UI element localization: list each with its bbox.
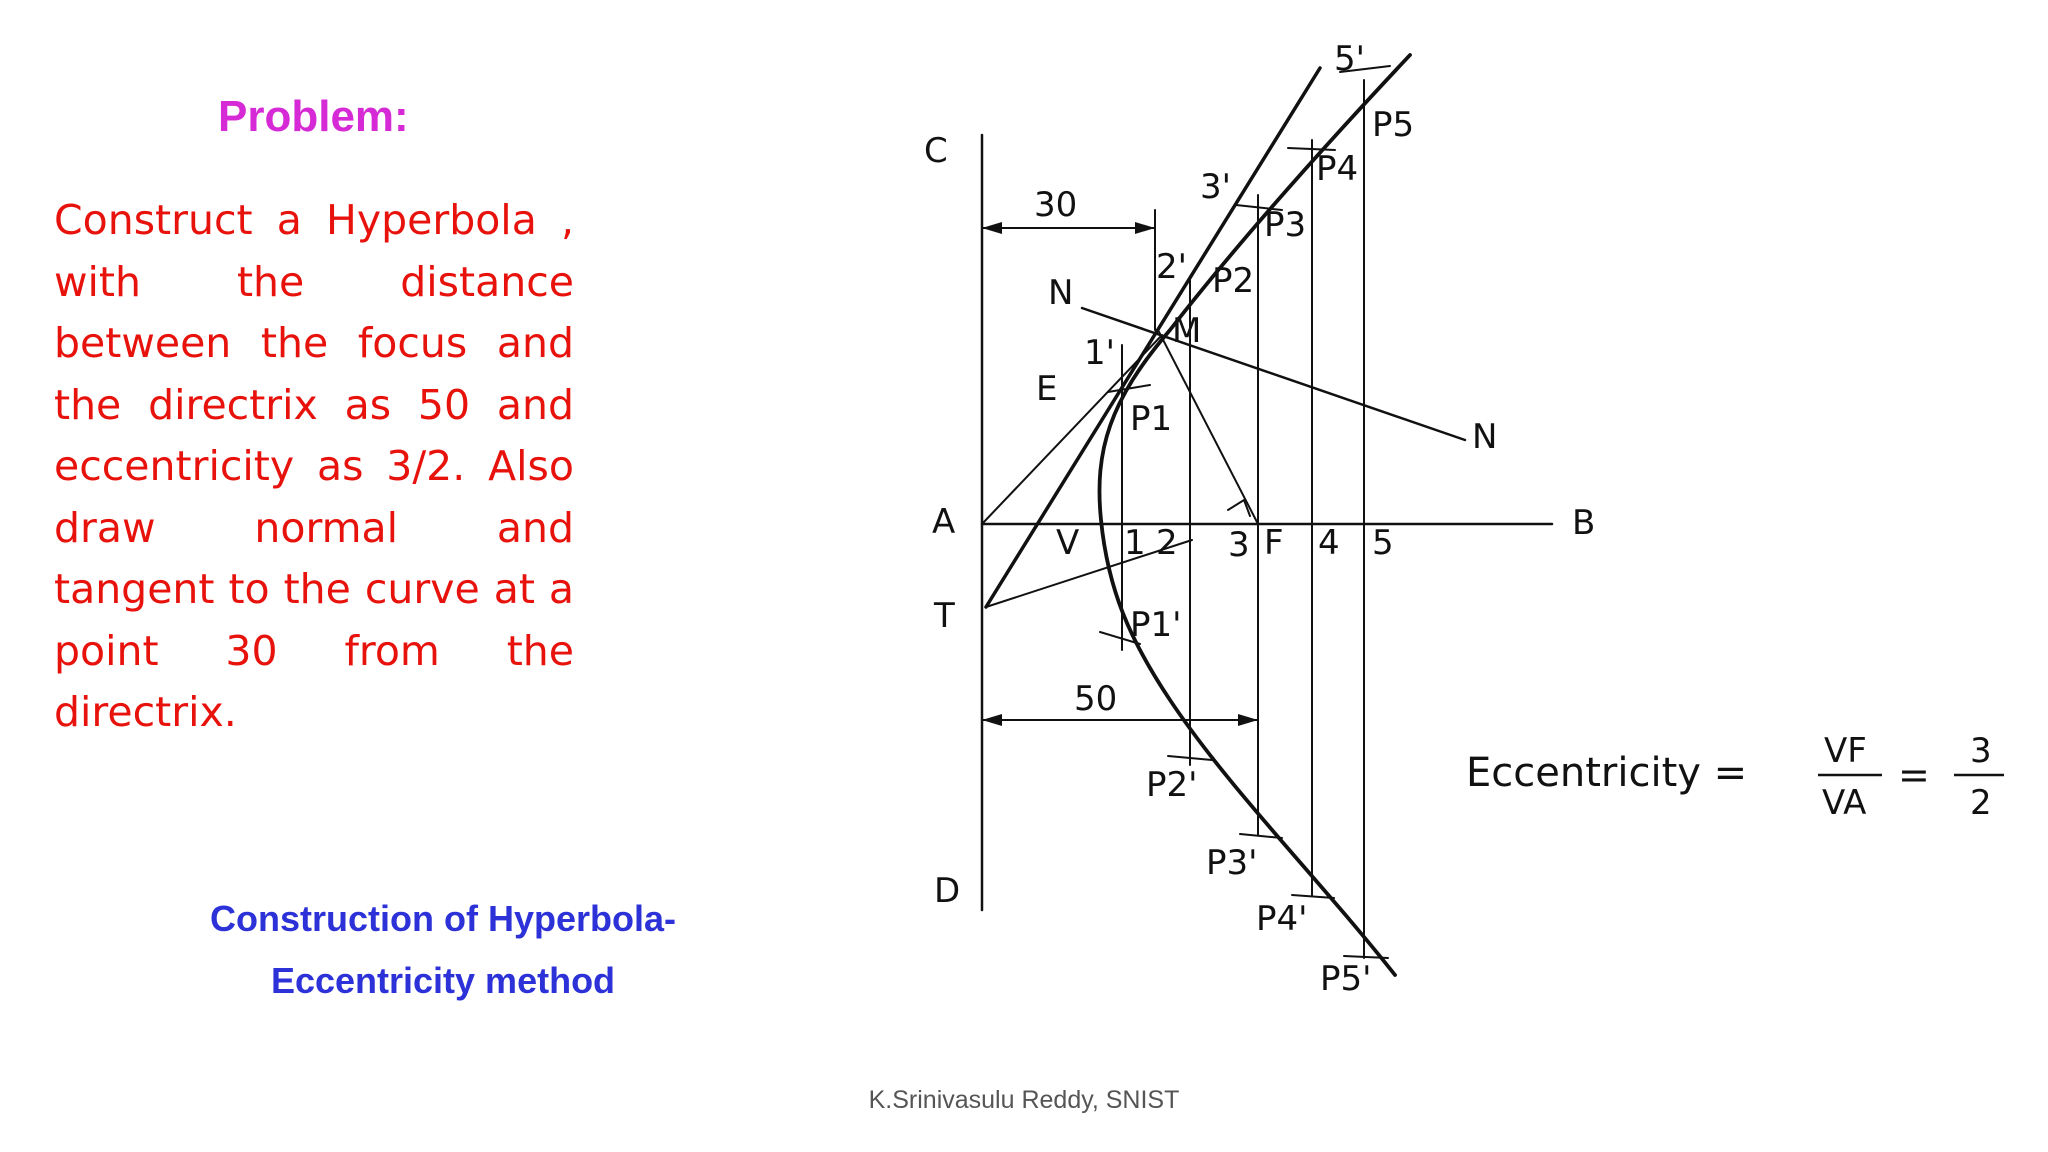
dimension-label-50: 50 xyxy=(1074,679,1118,719)
problem-line: directrix. xyxy=(54,688,237,736)
hyperbola-construction-drawing xyxy=(880,39,1596,1040)
construction-title-line-2: Eccentricity method xyxy=(270,960,616,1001)
label-p1-prime: P1' xyxy=(1130,605,1182,645)
problem-statement xyxy=(54,190,574,744)
label-2-prime: 2' xyxy=(1156,247,1187,287)
label-e: E xyxy=(1036,369,1058,409)
label-p2: P2 xyxy=(1212,261,1255,301)
problem-line: point 30 from the xyxy=(54,626,574,675)
label-5-prime: 5' xyxy=(1334,39,1365,79)
label-n-left: N xyxy=(1048,273,1074,313)
label-m: M xyxy=(1172,311,1202,351)
label-3-prime: 3' xyxy=(1200,167,1231,207)
dimension-label-30: 30 xyxy=(1034,185,1078,225)
problem-line: Construct a Hyperbola , xyxy=(54,196,574,244)
label-p4-prime: P4' xyxy=(1256,899,1308,939)
arrowhead xyxy=(1238,714,1258,726)
label-1-prime: 1' xyxy=(1084,333,1115,373)
construction-title-line-1: Construction of Hyperbola- xyxy=(210,898,676,939)
label-f: F xyxy=(1264,523,1284,563)
problem-line: draw normal and xyxy=(54,503,574,552)
author-credit: K.Srinivasulu Reddy, SNIST xyxy=(868,1086,1180,1114)
label-p5: P5 xyxy=(1372,105,1415,145)
eccentricity-formula xyxy=(1460,725,2020,835)
label-2: 2 xyxy=(1156,523,1178,563)
problem-line: the directrix as 50 and xyxy=(54,380,574,429)
arrowhead xyxy=(1135,222,1155,234)
eccentricity-label: Eccentricity = xyxy=(1466,750,1748,796)
label-p4: P4 xyxy=(1316,149,1359,189)
label-5: 5 xyxy=(1372,523,1394,563)
label-c: C xyxy=(924,131,948,171)
label-v: V xyxy=(1056,523,1080,563)
label-1: 1 xyxy=(1124,523,1146,563)
value-denominator: 2 xyxy=(1970,783,1992,823)
problem-line: tangent to the curve at a xyxy=(54,565,574,613)
arrowhead xyxy=(982,222,1002,234)
problem-line: eccentricity as 3/2. Also xyxy=(54,442,574,490)
fraction-denominator: VA xyxy=(1822,783,1867,823)
label-t: T xyxy=(934,596,955,636)
problem-heading: Problem: xyxy=(218,92,409,141)
line-f-m xyxy=(1158,330,1258,524)
label-p2-prime: P2' xyxy=(1146,765,1198,805)
label-4: 4 xyxy=(1318,523,1340,563)
arrowhead xyxy=(982,714,1002,726)
label-a: A xyxy=(932,502,956,542)
equals-sign: = xyxy=(1898,753,1930,797)
label-p3: P3 xyxy=(1264,205,1307,245)
label-d: D xyxy=(934,871,961,911)
problem-line: between the focus and xyxy=(54,319,574,367)
fraction-numerator: VF xyxy=(1824,731,1867,771)
value-numerator: 3 xyxy=(1970,731,1992,771)
label-3: 3 xyxy=(1228,525,1250,565)
label-p5-prime: P5' xyxy=(1320,959,1372,999)
problem-line: with the distance xyxy=(54,257,574,306)
label-p3-prime: P3' xyxy=(1206,843,1258,883)
label-n-right: N xyxy=(1472,417,1498,457)
label-p1: P1 xyxy=(1130,399,1173,439)
label-b: B xyxy=(1572,503,1596,543)
